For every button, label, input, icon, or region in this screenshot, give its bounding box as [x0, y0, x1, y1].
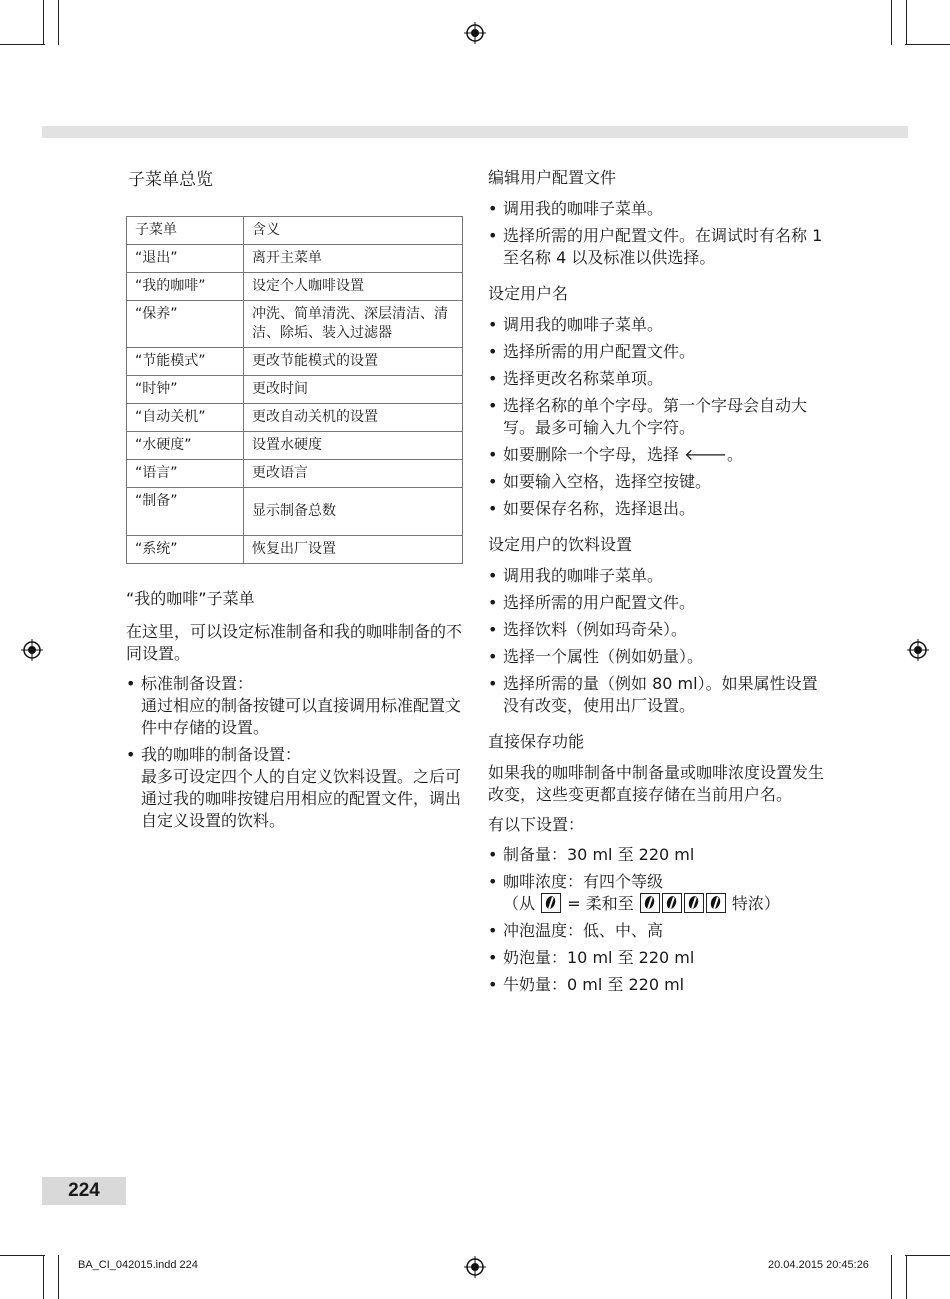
table-row [127, 376, 463, 404]
header-bar [42, 126, 908, 138]
list-item: • 选择所需的用户配置文件。在调试时有名称 1 至名称 4 以及标准以供选择。 [488, 225, 828, 269]
table-cell: “保养” [127, 301, 244, 348]
list-item: • 调用我的咖啡子菜单。 [488, 565, 828, 587]
list-item: • 选择名称的单个字母。第一个字母会自动大写。最多可输入九个字符。 [488, 395, 828, 439]
list-item: • 如要删除一个字母，选择 🡐。 [488, 444, 828, 466]
list-item [126, 673, 466, 739]
strength-strong: 特浓） [731, 894, 780, 913]
drink-settings-list [488, 565, 828, 717]
registration-mark-icon [464, 1256, 486, 1278]
set-username-list [488, 314, 828, 520]
table-row [127, 460, 463, 488]
edit-profile-title: 编辑用户配置文件 [488, 168, 617, 187]
mycoffee-submenu-title: “我的咖啡”子菜单 [126, 589, 255, 608]
table-cell: “语言” [127, 460, 244, 488]
coffee-bean-icon [640, 893, 660, 913]
table-cell: 冲洗、简单清洗、深层清洁、清洁、除垢、装入过滤器 [244, 301, 463, 348]
table-cell: 更改节能模式的设置 [244, 348, 463, 376]
table-cell: “时钟” [127, 376, 244, 404]
bullet-heading: • 标准制备设置： [141, 674, 254, 693]
footer-datetime: 20.04.2015 20:45:26 [768, 1259, 869, 1271]
strength-line: • 咖啡浓度：有四个等级 [503, 872, 664, 891]
table-cell: “制备” [127, 488, 244, 536]
table-row [127, 301, 463, 348]
table-cell: “节能模式” [127, 348, 244, 376]
coffee-bean-icon [541, 893, 561, 913]
list-item: • 奶泡量：10 ml 至 220 ml [488, 947, 828, 969]
table-cell: 设定个人咖啡设置 [244, 273, 463, 301]
edit-profile-list [488, 198, 828, 269]
list-item: • 选择一个属性（例如奶量）。 [488, 646, 828, 668]
page-number: 224 [42, 1177, 126, 1205]
coffee-bean-icon [684, 893, 704, 913]
list-item: • 制备量：30 ml 至 220 ml [488, 844, 828, 866]
list-item [488, 871, 828, 915]
list-item: • 选择更改名称菜单项。 [488, 368, 828, 390]
table-cell: 设置水硬度 [244, 432, 463, 460]
table-row [127, 536, 463, 564]
table-cell: 恢复出厂设置 [244, 536, 463, 564]
table-cell: “退出” [127, 245, 244, 273]
list-item: • 选择所需的量（例如 80 ml）。如果属性设置没有改变，使用出厂设置。 [488, 673, 828, 717]
table-cell: 更改时间 [244, 376, 463, 404]
footer-filename: BA_CI_042015.indd 224 [78, 1259, 198, 1271]
list-item: • 如要保存名称，选择退出。 [488, 498, 828, 520]
strength-scale [503, 893, 828, 915]
registration-mark-icon [464, 22, 486, 44]
mycoffee-bullet-list [126, 673, 466, 832]
table-header-cell: 子菜单 [127, 217, 244, 245]
drink-settings-title: 设定用户的饮料设置 [488, 535, 633, 554]
registration-mark-icon [21, 639, 43, 661]
table-cell: “水硬度” [127, 432, 244, 460]
table-cell: “自动关机” [127, 404, 244, 432]
table-row [127, 432, 463, 460]
right-column [488, 165, 828, 1008]
mycoffee-intro: 在这里，可以设定标准制备和我的咖啡制备的不同设置。 [126, 622, 463, 663]
registration-mark-icon [907, 639, 929, 661]
strength-mild: = 柔和至 [567, 894, 634, 913]
list-item: • 冲泡温度：低、中、高 [488, 920, 828, 942]
direct-save-title: 直接保存功能 [488, 732, 585, 751]
table-row [127, 348, 463, 376]
list-item: • 选择所需的用户配置文件。 [488, 341, 828, 363]
table-row [127, 404, 463, 432]
list-item: • 调用我的咖啡子菜单。 [488, 198, 828, 220]
bullet-text: 最多可设定四个人的自定义饮料设置。之后可通过我的咖啡按键启用相应的配置文件，调出自定义设置的饮料。 [141, 767, 462, 830]
table-cell: 更改自动关机的设置 [244, 404, 463, 432]
table-header-cell: 含义 [244, 217, 463, 245]
direct-settings-list [488, 844, 828, 996]
direct-save-paragraph: 如果我的咖啡制备中制备量或咖啡浓度设置发生改变，这些变更都直接存储在当前用户名。 [488, 763, 825, 804]
list-item: • 如要输入空格，选择空按键。 [488, 471, 828, 493]
list-item: • 选择饮料（例如玛奇朵）。 [488, 619, 828, 641]
list-item: • 牛奶量：0 ml 至 220 ml [488, 974, 828, 996]
bullet-heading: • 我的咖啡的制备设置： [141, 745, 302, 764]
table-cell: “系统” [127, 536, 244, 564]
table-row [127, 488, 463, 536]
submenu-table [126, 216, 463, 564]
coffee-bean-icon [662, 893, 682, 913]
table-cell: 显示制备总数 [244, 488, 463, 536]
table-cell: “我的咖啡” [127, 273, 244, 301]
table-row [127, 245, 463, 273]
table-header [127, 217, 463, 245]
bullet-text: 通过相应的制备按键可以直接调用标准配置文件中存储的设置。 [141, 696, 462, 737]
strength-from: （从 [503, 894, 536, 913]
submenu-overview-title: 子菜单总览 [128, 170, 213, 190]
set-username-title: 设定用户名 [488, 284, 569, 303]
left-column [126, 165, 466, 844]
table-row [127, 273, 463, 301]
settings-lead: 有以下设置： [488, 815, 585, 834]
table-cell: 离开主菜单 [244, 245, 463, 273]
table-cell: 更改语言 [244, 460, 463, 488]
coffee-bean-icon [706, 893, 726, 913]
list-item [126, 744, 466, 832]
list-item: • 调用我的咖啡子菜单。 [488, 314, 828, 336]
list-item: • 选择所需的用户配置文件。 [488, 592, 828, 614]
